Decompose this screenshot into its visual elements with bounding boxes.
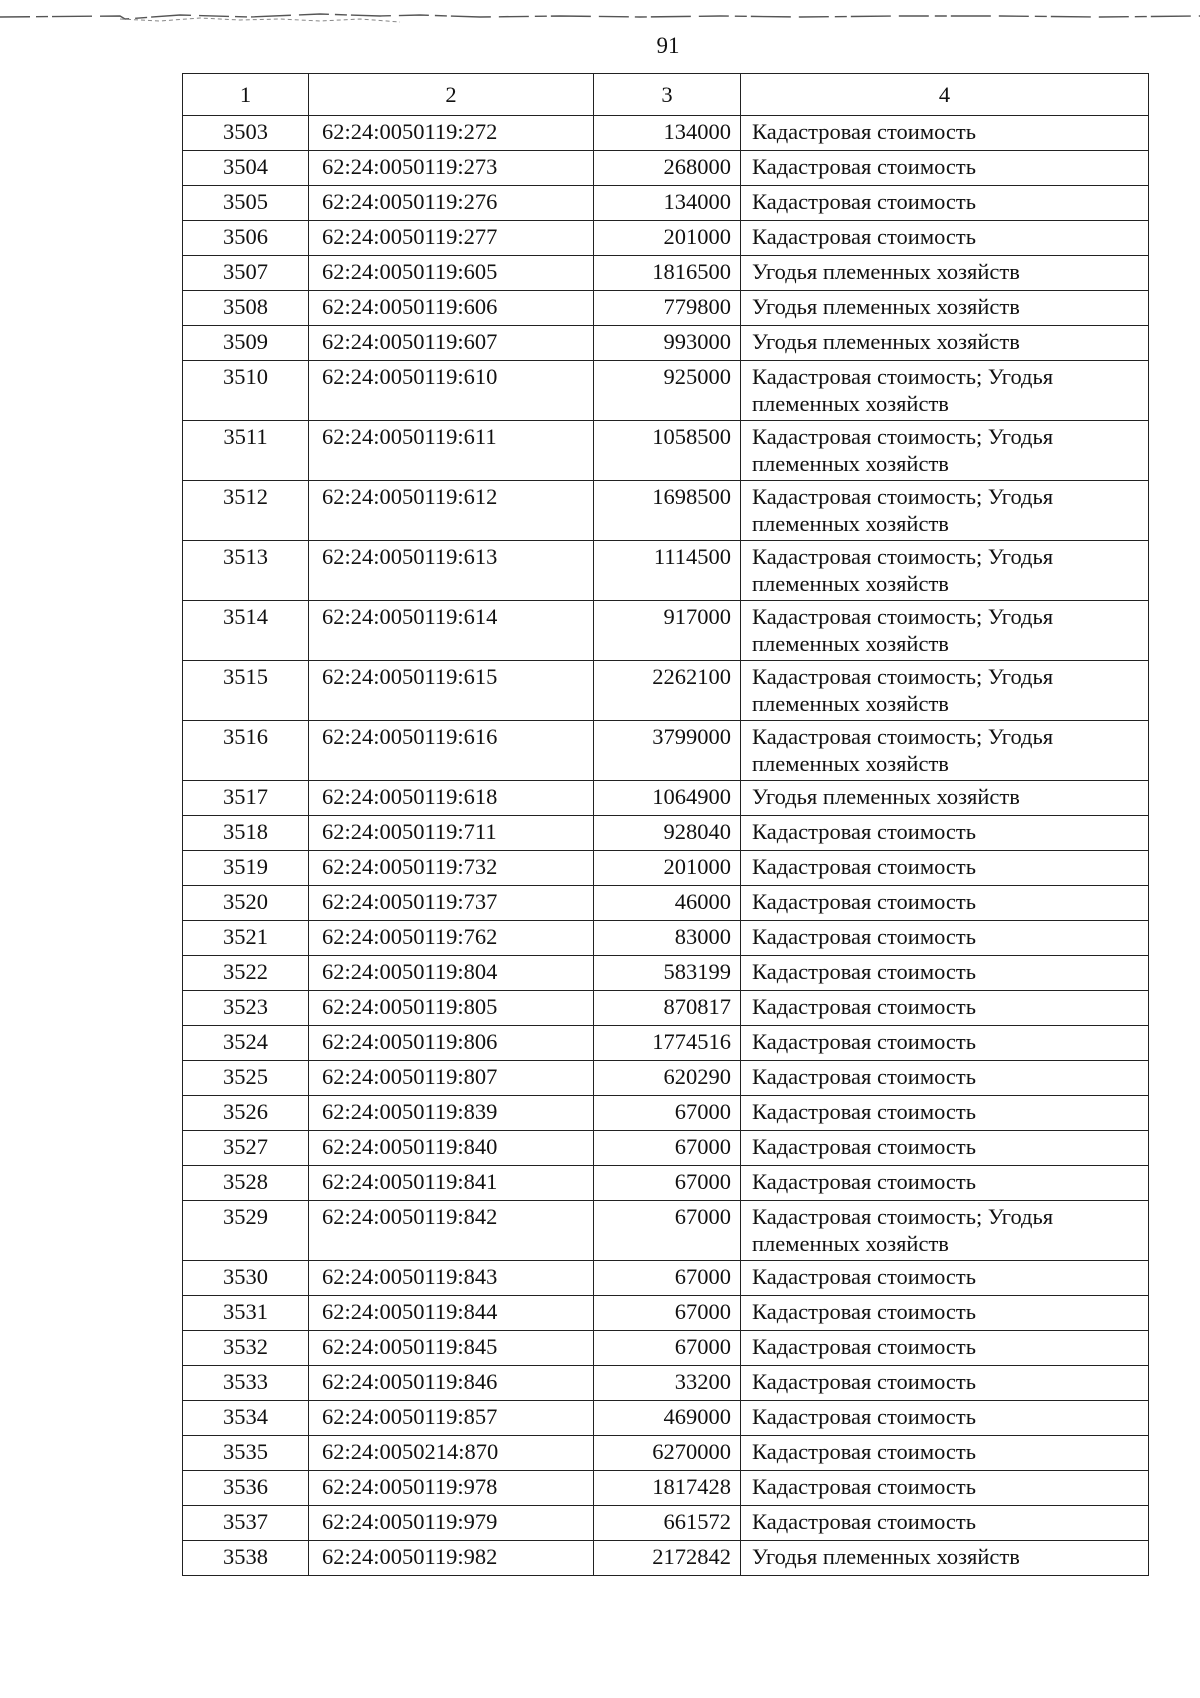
value-cell: 1774516 xyxy=(594,1026,741,1061)
value-cell: 1114500 xyxy=(594,541,741,601)
description-cell: Кадастровая стоимость xyxy=(741,991,1149,1026)
table-row xyxy=(183,1131,1149,1166)
table-row xyxy=(183,1096,1149,1131)
row-number-cell: 3523 xyxy=(183,991,309,1026)
row-number-cell: 3537 xyxy=(183,1506,309,1541)
table-row xyxy=(183,291,1149,326)
description-cell: Кадастровая стоимость; Угодья племенных хозяйств xyxy=(741,541,1149,601)
description-cell: Кадастровая стоимость xyxy=(741,221,1149,256)
row-number-cell: 3505 xyxy=(183,186,309,221)
row-number-cell: 3508 xyxy=(183,291,309,326)
table-row xyxy=(183,1436,1149,1471)
row-number-cell: 3531 xyxy=(183,1296,309,1331)
value-cell: 67000 xyxy=(594,1096,741,1131)
row-number-cell: 3506 xyxy=(183,221,309,256)
value-cell: 3799000 xyxy=(594,721,741,781)
column-header-1: 1 xyxy=(183,74,309,116)
cadastral-number-cell: 62:24:0050119:613 xyxy=(309,541,594,601)
table-row xyxy=(183,851,1149,886)
row-number-cell: 3512 xyxy=(183,481,309,541)
table-row xyxy=(183,1166,1149,1201)
row-number-cell: 3509 xyxy=(183,326,309,361)
cadastral-number-cell: 62:24:0050119:762 xyxy=(309,921,594,956)
table-header-row xyxy=(183,74,1149,116)
table-row xyxy=(183,116,1149,151)
cadastral-number-cell: 62:24:0050119:845 xyxy=(309,1331,594,1366)
cadastral-number-cell: 62:24:0050119:277 xyxy=(309,221,594,256)
value-cell: 67000 xyxy=(594,1131,741,1166)
description-cell: Кадастровая стоимость; Угодья племенных хозяйств xyxy=(741,421,1149,481)
cadastral-number-cell: 62:24:0050119:618 xyxy=(309,781,594,816)
table-row xyxy=(183,816,1149,851)
row-number-cell: 3528 xyxy=(183,1166,309,1201)
table-row xyxy=(183,1366,1149,1401)
row-number-cell: 3514 xyxy=(183,601,309,661)
table-row xyxy=(183,1026,1149,1061)
description-cell: Кадастровая стоимость xyxy=(741,116,1149,151)
cadastral-number-cell: 62:24:0050119:841 xyxy=(309,1166,594,1201)
row-number-cell: 3504 xyxy=(183,151,309,186)
cadastral-number-cell: 62:24:0050214:870 xyxy=(309,1436,594,1471)
row-number-cell: 3522 xyxy=(183,956,309,991)
table-row xyxy=(183,1506,1149,1541)
description-cell: Кадастровая стоимость xyxy=(741,851,1149,886)
cadastral-number-cell: 62:24:0050119:840 xyxy=(309,1131,594,1166)
cadastral-number-cell: 62:24:0050119:606 xyxy=(309,291,594,326)
cadastral-number-cell: 62:24:0050119:273 xyxy=(309,151,594,186)
table-row xyxy=(183,541,1149,601)
description-cell: Кадастровая стоимость xyxy=(741,1436,1149,1471)
description-cell: Кадастровая стоимость xyxy=(741,1401,1149,1436)
table-row xyxy=(183,601,1149,661)
value-cell: 33200 xyxy=(594,1366,741,1401)
row-number-cell: 3525 xyxy=(183,1061,309,1096)
value-cell: 917000 xyxy=(594,601,741,661)
description-cell: Кадастровая стоимость xyxy=(741,956,1149,991)
row-number-cell: 3521 xyxy=(183,921,309,956)
cadastral-number-cell: 62:24:0050119:843 xyxy=(309,1261,594,1296)
scan-edge-artifact xyxy=(0,0,1200,26)
table-row xyxy=(183,1201,1149,1261)
table-row xyxy=(183,1296,1149,1331)
table-row xyxy=(183,256,1149,291)
row-number-cell: 3503 xyxy=(183,116,309,151)
cadastral-number-cell: 62:24:0050119:612 xyxy=(309,481,594,541)
table-row xyxy=(183,886,1149,921)
column-header-3: 3 xyxy=(594,74,741,116)
description-cell: Кадастровая стоимость xyxy=(741,1331,1149,1366)
cadastral-number-cell: 62:24:0050119:806 xyxy=(309,1026,594,1061)
value-cell: 1058500 xyxy=(594,421,741,481)
description-cell: Кадастровая стоимость; Угодья племенных хозяйств xyxy=(741,361,1149,421)
description-cell: Кадастровая стоимость xyxy=(741,186,1149,221)
cadastral-number-cell: 62:24:0050119:839 xyxy=(309,1096,594,1131)
value-cell: 620290 xyxy=(594,1061,741,1096)
value-cell: 993000 xyxy=(594,326,741,361)
table-row xyxy=(183,1061,1149,1096)
cadastral-number-cell: 62:24:0050119:607 xyxy=(309,326,594,361)
table-row xyxy=(183,326,1149,361)
table-row xyxy=(183,991,1149,1026)
value-cell: 46000 xyxy=(594,886,741,921)
description-cell: Кадастровая стоимость xyxy=(741,151,1149,186)
row-number-cell: 3513 xyxy=(183,541,309,601)
table-row xyxy=(183,1261,1149,1296)
description-cell: Кадастровая стоимость xyxy=(741,1366,1149,1401)
cadastral-number-cell: 62:24:0050119:732 xyxy=(309,851,594,886)
cadastral-number-cell: 62:24:0050119:979 xyxy=(309,1506,594,1541)
page-number: 91 xyxy=(656,33,680,58)
value-cell: 201000 xyxy=(594,851,741,886)
table-row xyxy=(183,1401,1149,1436)
value-cell: 583199 xyxy=(594,956,741,991)
description-cell: Кадастровая стоимость; Угодья племенных хозяйств xyxy=(741,721,1149,781)
table-row xyxy=(183,186,1149,221)
description-cell: Кадастровая стоимость xyxy=(741,1026,1149,1061)
table-row xyxy=(183,361,1149,421)
value-cell: 201000 xyxy=(594,221,741,256)
cadastral-number-cell: 62:24:0050119:857 xyxy=(309,1401,594,1436)
value-cell: 67000 xyxy=(594,1296,741,1331)
description-cell: Кадастровая стоимость; Угодья племенных хозяйств xyxy=(741,661,1149,721)
cadastral-number-cell: 62:24:0050119:844 xyxy=(309,1296,594,1331)
cadastral-number-cell: 62:24:0050119:610 xyxy=(309,361,594,421)
description-cell: Угодья племенных хозяйств xyxy=(741,326,1149,361)
row-number-cell: 3527 xyxy=(183,1131,309,1166)
row-number-cell: 3511 xyxy=(183,421,309,481)
row-number-cell: 3536 xyxy=(183,1471,309,1506)
cadastral-number-cell: 62:24:0050119:846 xyxy=(309,1366,594,1401)
value-cell: 1816500 xyxy=(594,256,741,291)
table-row xyxy=(183,956,1149,991)
description-cell: Кадастровая стоимость xyxy=(741,1096,1149,1131)
table-body xyxy=(183,74,1149,1576)
value-cell: 67000 xyxy=(594,1331,741,1366)
table-row xyxy=(183,481,1149,541)
table-row xyxy=(183,221,1149,256)
row-number-cell: 3529 xyxy=(183,1201,309,1261)
row-number-cell: 3535 xyxy=(183,1436,309,1471)
row-number-cell: 3515 xyxy=(183,661,309,721)
cadastral-number-cell: 62:24:0050119:276 xyxy=(309,186,594,221)
description-cell: Угодья племенных хозяйств xyxy=(741,1541,1149,1576)
description-cell: Кадастровая стоимость xyxy=(741,1261,1149,1296)
value-cell: 1817428 xyxy=(594,1471,741,1506)
row-number-cell: 3519 xyxy=(183,851,309,886)
value-cell: 134000 xyxy=(594,116,741,151)
row-number-cell: 3524 xyxy=(183,1026,309,1061)
description-cell: Кадастровая стоимость xyxy=(741,1296,1149,1331)
value-cell: 268000 xyxy=(594,151,741,186)
description-cell: Кадастровая стоимость xyxy=(741,1506,1149,1541)
value-cell: 928040 xyxy=(594,816,741,851)
description-cell: Кадастровая стоимость xyxy=(741,1061,1149,1096)
value-cell: 83000 xyxy=(594,921,741,956)
table-row xyxy=(183,781,1149,816)
value-cell: 2172842 xyxy=(594,1541,741,1576)
description-cell: Кадастровая стоимость xyxy=(741,886,1149,921)
cadastral-number-cell: 62:24:0050119:982 xyxy=(309,1541,594,1576)
value-cell: 67000 xyxy=(594,1261,741,1296)
value-cell: 925000 xyxy=(594,361,741,421)
description-cell: Кадастровая стоимость; Угодья племенных хозяйств xyxy=(741,481,1149,541)
value-cell: 870817 xyxy=(594,991,741,1026)
value-cell: 1698500 xyxy=(594,481,741,541)
cadastral-number-cell: 62:24:0050119:737 xyxy=(309,886,594,921)
description-cell: Кадастровая стоимость xyxy=(741,1471,1149,1506)
cadastral-number-cell: 62:24:0050119:272 xyxy=(309,116,594,151)
description-cell: Угодья племенных хозяйств xyxy=(741,256,1149,291)
cadastral-number-cell: 62:24:0050119:616 xyxy=(309,721,594,781)
description-cell: Угодья племенных хозяйств xyxy=(741,781,1149,816)
value-cell: 2262100 xyxy=(594,661,741,721)
description-cell: Кадастровая стоимость; Угодья племенных хозяйств xyxy=(741,601,1149,661)
table-row xyxy=(183,1541,1149,1576)
cadastral-number-cell: 62:24:0050119:842 xyxy=(309,1201,594,1261)
row-number-cell: 3530 xyxy=(183,1261,309,1296)
table-row xyxy=(183,151,1149,186)
column-header-4: 4 xyxy=(741,74,1149,116)
row-number-cell: 3520 xyxy=(183,886,309,921)
value-cell: 6270000 xyxy=(594,1436,741,1471)
description-cell: Кадастровая стоимость xyxy=(741,921,1149,956)
value-cell: 134000 xyxy=(594,186,741,221)
column-header-2: 2 xyxy=(309,74,594,116)
table-row xyxy=(183,1331,1149,1366)
row-number-cell: 3517 xyxy=(183,781,309,816)
cadastral-number-cell: 62:24:0050119:611 xyxy=(309,421,594,481)
value-cell: 67000 xyxy=(594,1166,741,1201)
value-cell: 661572 xyxy=(594,1506,741,1541)
cadastral-number-cell: 62:24:0050119:711 xyxy=(309,816,594,851)
row-number-cell: 3538 xyxy=(183,1541,309,1576)
table-row xyxy=(183,721,1149,781)
value-cell: 469000 xyxy=(594,1401,741,1436)
cadastral-number-cell: 62:24:0050119:978 xyxy=(309,1471,594,1506)
value-cell: 1064900 xyxy=(594,781,741,816)
row-number-cell: 3533 xyxy=(183,1366,309,1401)
description-cell: Кадастровая стоимость xyxy=(741,1166,1149,1201)
row-number-cell: 3510 xyxy=(183,361,309,421)
row-number-cell: 3526 xyxy=(183,1096,309,1131)
cadastral-number-cell: 62:24:0050119:605 xyxy=(309,256,594,291)
description-cell: Кадастровая стоимость xyxy=(741,1131,1149,1166)
cadastral-number-cell: 62:24:0050119:615 xyxy=(309,661,594,721)
cadastral-number-cell: 62:24:0050119:614 xyxy=(309,601,594,661)
row-number-cell: 3507 xyxy=(183,256,309,291)
row-number-cell: 3532 xyxy=(183,1331,309,1366)
cadastral-number-cell: 62:24:0050119:807 xyxy=(309,1061,594,1096)
value-cell: 67000 xyxy=(594,1201,741,1261)
cadastral-table xyxy=(182,73,1149,1576)
value-cell: 779800 xyxy=(594,291,741,326)
table-row xyxy=(183,661,1149,721)
description-cell: Кадастровая стоимость; Угодья племенных хозяйств xyxy=(741,1201,1149,1261)
cadastral-number-cell: 62:24:0050119:804 xyxy=(309,956,594,991)
row-number-cell: 3516 xyxy=(183,721,309,781)
table-row xyxy=(183,421,1149,481)
table-row xyxy=(183,921,1149,956)
cadastral-number-cell: 62:24:0050119:805 xyxy=(309,991,594,1026)
row-number-cell: 3518 xyxy=(183,816,309,851)
description-cell: Кадастровая стоимость xyxy=(741,816,1149,851)
description-cell: Угодья племенных хозяйств xyxy=(741,291,1149,326)
table-row xyxy=(183,1471,1149,1506)
row-number-cell: 3534 xyxy=(183,1401,309,1436)
